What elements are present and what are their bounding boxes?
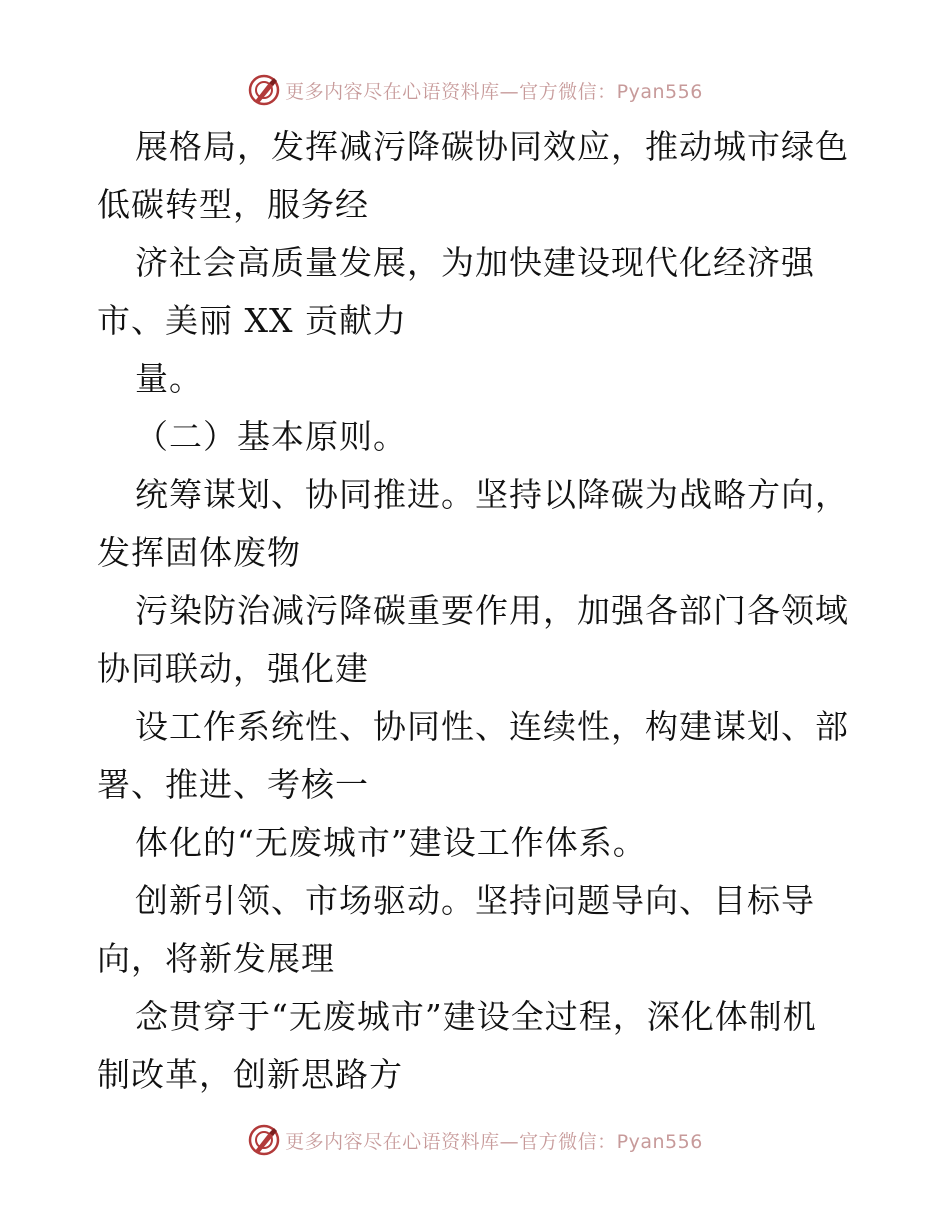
- text-line: 污染防治减污降碳重要作用，加强各部门各领域: [135, 591, 849, 630]
- text-line: 制改革，创新思路方: [97, 1055, 403, 1094]
- pen-logo-icon: [247, 73, 281, 107]
- document-body: [97, 118, 867, 1104]
- text-line: 市、美丽 XX 贡献力: [97, 301, 407, 340]
- text-line: 署、推进、考核一: [97, 765, 369, 804]
- pen-logo-icon: [247, 1123, 281, 1157]
- text-line: 统筹谋划、协同推进。坚持以降碳为战略方向，: [135, 475, 849, 514]
- text-line: 发挥固体废物: [97, 533, 301, 572]
- text-line: 协同联动，强化建: [97, 649, 369, 688]
- text-line: 低碳转型，服务经: [97, 185, 369, 224]
- footer-banner: [0, 1120, 950, 1160]
- text-line: 量。: [135, 359, 203, 398]
- text-line: 创新引领、市场驱动。坚持问题导向、目标导: [135, 881, 815, 920]
- text-line: 展格局，发挥减污降碳协同效应，推动城市绿色: [135, 127, 849, 166]
- banner-text: 更多内容尽在心语资料库—官方微信：Pyan556: [285, 1130, 703, 1153]
- text-line: 体化的“无废城市”建设工作体系。: [135, 823, 647, 862]
- banner-text: 更多内容尽在心语资料库—官方微信：Pyan556: [285, 80, 703, 103]
- text-line: （二）基本原则。: [135, 417, 407, 456]
- text-line: 念贯穿于“无废城市”建设全过程，深化体制机: [135, 997, 817, 1036]
- text-line: 向，将新发展理: [97, 939, 335, 978]
- header-banner: [0, 70, 950, 110]
- text-line: 济社会高质量发展，为加快建设现代化经济强: [135, 243, 815, 282]
- text-line: 设工作系统性、协同性、连续性，构建谋划、部: [135, 707, 849, 746]
